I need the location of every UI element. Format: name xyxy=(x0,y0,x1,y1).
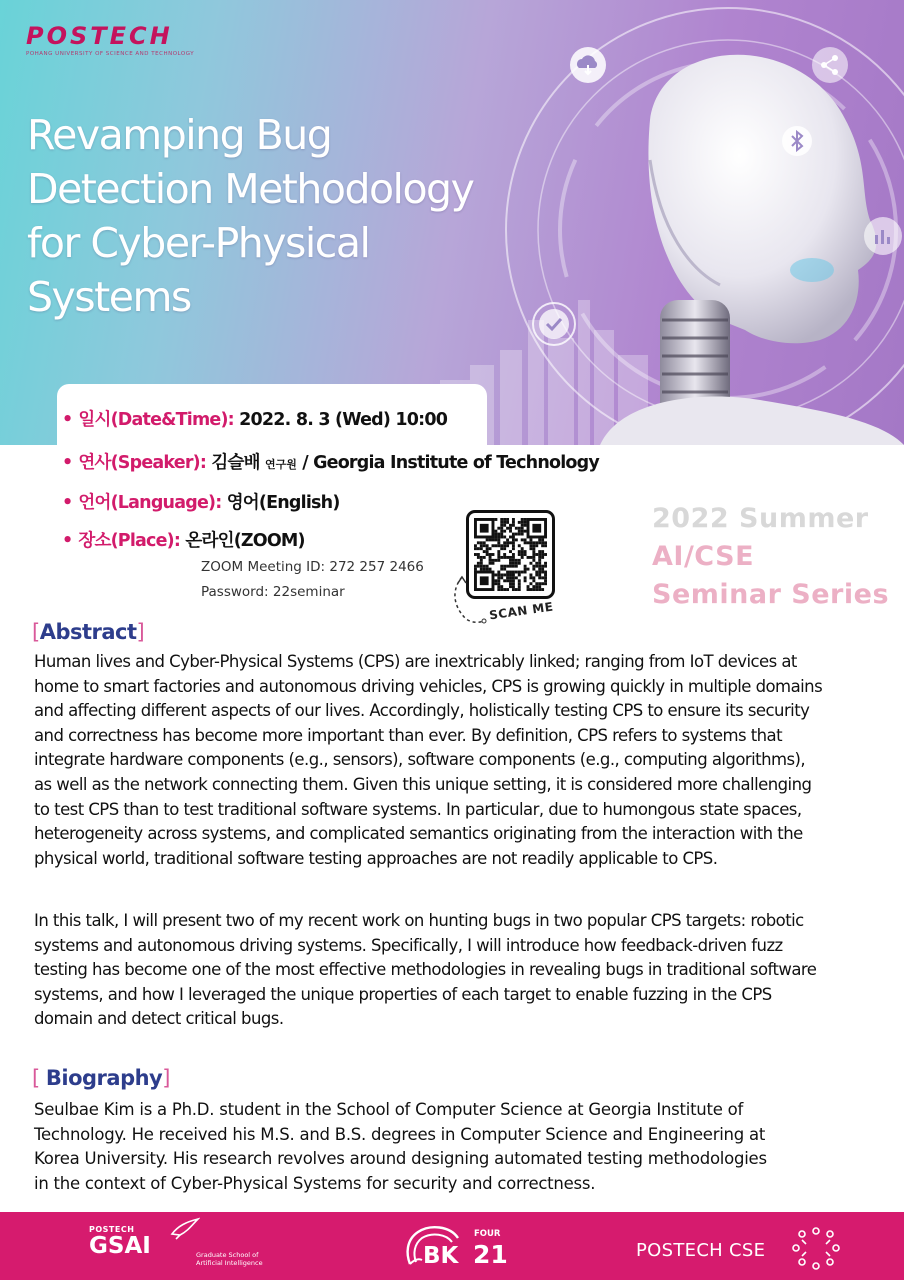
bluetooth-icon xyxy=(781,125,813,157)
biography-paragraph xyxy=(34,1098,894,1196)
gsai-wordmark: GSAI xyxy=(89,1233,151,1259)
abstract-heading: [Abstract] xyxy=(32,620,145,644)
abstract-paragraph-2 xyxy=(34,909,904,1032)
bullet: • xyxy=(62,410,73,430)
share-icon xyxy=(810,45,850,85)
title-line: Detection Methodology xyxy=(27,165,474,213)
language-label: 언어(Language): xyxy=(78,493,222,513)
speaker-role: 연구원 xyxy=(265,458,297,471)
text-line: systems and autonomous driving systems. Specifically, I will introduce how feedback-driven fuzz xyxy=(34,935,783,955)
text-line: in the context of Cyber-Physical Systems for security and correctness. xyxy=(34,1173,596,1193)
bullet: • xyxy=(62,531,73,551)
abstract-paragraph-1 xyxy=(34,650,904,871)
language-value: 영어(English) xyxy=(226,493,340,513)
bird-icon xyxy=(170,1216,200,1240)
series-name: Seminar Series xyxy=(652,579,890,610)
abstract-heading-text: Abstract xyxy=(39,620,137,644)
bullet: • xyxy=(62,493,73,513)
place-label: 장소(Place): xyxy=(78,531,181,551)
speaker-label: 연사(Speaker): xyxy=(78,453,207,473)
language-row xyxy=(62,489,340,514)
place-value: 온라인(ZOOM) xyxy=(185,531,305,551)
place-row xyxy=(62,527,305,552)
logo-subtitle: POHANG UNIVERSITY OF SCIENCE AND TECHNOLOGY xyxy=(26,51,195,57)
speaker-affiliation: / Georgia Institute of Technology xyxy=(302,453,599,473)
series-year: 2022 Summer xyxy=(652,503,869,534)
biography-heading-text: Biography xyxy=(45,1066,163,1090)
text-line: Korea University. His research revolves around designing automated testing methodologies xyxy=(34,1149,767,1169)
cloud-icon xyxy=(568,45,608,85)
gsai-postech: POSTECH xyxy=(89,1225,135,1234)
seminar-title xyxy=(27,108,527,324)
datetime-value: 2022. 8. 3 (Wed) 10:00 xyxy=(239,410,448,430)
text-line: and correctness has become more important than ever. By definition, CPS refers to systems that xyxy=(34,725,783,745)
text-line: integrate hardware components (e.g., sensors), software components (e.g., computing algorithms), xyxy=(34,750,806,770)
zoom-password: Password: 22seminar xyxy=(201,584,345,600)
hero-banner xyxy=(0,0,904,445)
scan-me-label: SCAN ME xyxy=(488,599,555,623)
text-line: Technology. He received his M.S. and B.S. degrees in Computer Science and Engineering at xyxy=(34,1124,766,1144)
text-line: home to smart factories and autonomous driving vehicles, CPS is growing quickly in multiple domains xyxy=(34,676,823,696)
zoom-meeting-id: ZOOM Meeting ID: 272 257 2466 xyxy=(201,559,424,575)
text-line: Human lives and Cyber-Physical Systems (CPS) are inextricably linked; ranging from IoT devices at xyxy=(34,652,797,671)
biography-heading: [ Biography] xyxy=(32,1066,170,1090)
text-line: and affecting different aspects of our lives. Accordingly, holistically testing CPS to ensure its security xyxy=(34,701,810,721)
title-line: Revamping Bug xyxy=(27,111,332,159)
text-line: In this talk, I will present two of my recent work on hunting bugs in two popular CPS targets: robotic xyxy=(34,911,804,930)
bk-four: FOUR xyxy=(474,1229,501,1239)
seminar-series-badge xyxy=(652,500,889,614)
gsai-desc-line: Artificial Intelligence xyxy=(196,1259,263,1267)
logo-wordmark: POSTECH xyxy=(26,22,173,50)
check-icon xyxy=(530,300,578,348)
bar-chart-icon xyxy=(862,215,904,257)
bk-text: BK xyxy=(423,1243,459,1269)
text-line: to test CPS than to test traditional software systems. In particular, due to humongous state spaces, xyxy=(34,799,802,819)
text-line: Seulbae Kim is a Ph.D. student in the School of Computer Science at Georgia Institute of xyxy=(34,1100,744,1119)
dots-icon xyxy=(788,1226,844,1274)
text-line: systems, and how I leveraged the unique properties of each target to enable fuzzing in the CPS xyxy=(34,984,772,1004)
speaker-row xyxy=(62,449,599,474)
title-line: Systems xyxy=(27,273,191,321)
gsai-description xyxy=(196,1251,263,1267)
text-line: as well as the network connecting them. Given this unique setting, it is considered more challenging xyxy=(34,774,812,794)
datetime-row xyxy=(62,406,447,431)
bullet: • xyxy=(62,453,73,473)
gsai-desc-line: Graduate School of xyxy=(196,1251,259,1259)
arrow-icon xyxy=(448,575,488,625)
bk-21: 21 xyxy=(473,1240,508,1269)
text-line: physical world, traditional software testing approaches are not readily applicable to CPS. xyxy=(34,848,718,868)
postech-logo xyxy=(26,22,194,57)
text-line: testing has become one of the most effective methodologies in revealing bugs in traditional software xyxy=(34,960,817,980)
gsai-logo xyxy=(89,1225,151,1258)
series-dept: AI/CSE xyxy=(652,541,755,572)
postech-cse-label: POSTECH CSE xyxy=(636,1240,766,1261)
text-line: domain and detect critical bugs. xyxy=(34,1009,284,1029)
title-line: for Cyber-Physical xyxy=(27,219,370,267)
text-line: heterogeneity across systems, and complicated semantics originating from the interaction with the xyxy=(34,824,803,844)
speaker-name: 김슬배 xyxy=(211,453,260,473)
datetime-label: 일시(Date&Time): xyxy=(78,410,234,430)
